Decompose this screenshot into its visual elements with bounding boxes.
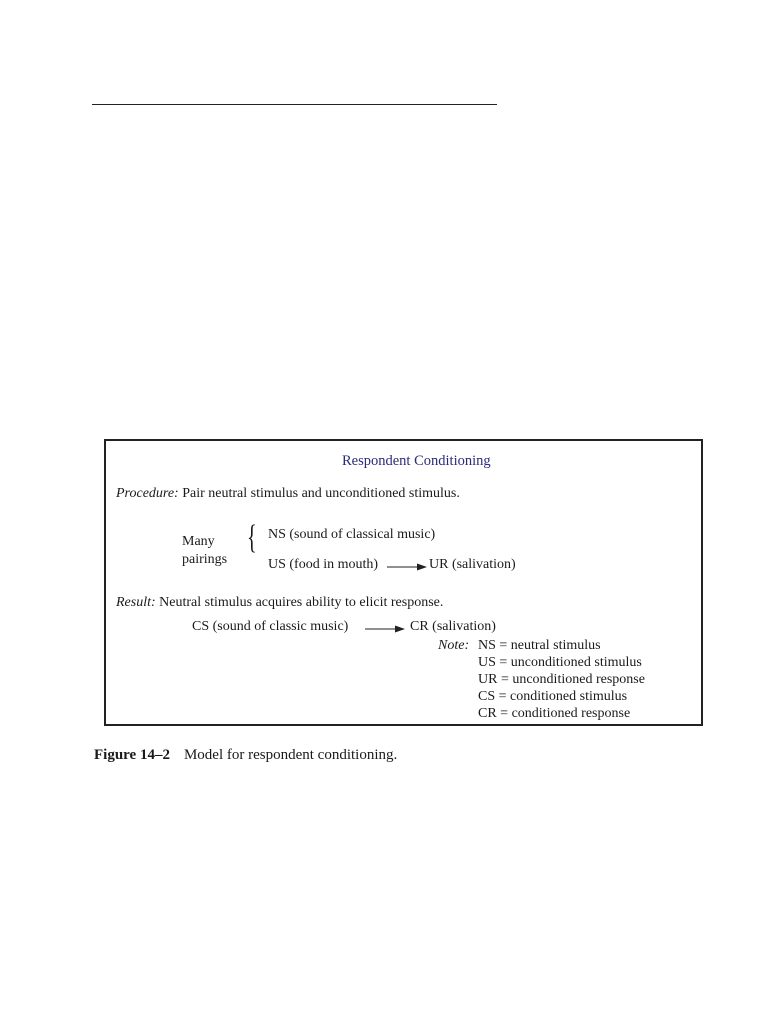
pairing-label-line1: Many xyxy=(182,534,215,549)
figure-box xyxy=(104,439,703,726)
note-item: NS = neutral stimulus xyxy=(478,638,601,653)
figure-caption xyxy=(94,747,397,764)
us-to-ur-arrow xyxy=(387,562,427,572)
note-item: US = unconditioned stimulus xyxy=(478,655,642,670)
top-rule xyxy=(92,104,497,105)
figure-title: Respondent Conditioning xyxy=(342,453,491,469)
note-item: CS = conditioned stimulus xyxy=(478,689,628,704)
us-text: US (food in mouth) xyxy=(268,557,379,572)
caption-text: Model for respondent conditioning. xyxy=(183,747,398,763)
ns-text: NS (sound of classical music) xyxy=(268,527,436,542)
cs-to-cr-arrow xyxy=(365,624,405,634)
pairing-brace: { xyxy=(247,519,257,556)
procedure-label: Procedure: xyxy=(116,486,179,501)
result-text: Neutral stimulus acquires ability to elicit response. xyxy=(155,595,444,610)
ur-text: UR (salivation) xyxy=(429,557,516,572)
note-item: CR = conditioned response xyxy=(478,706,631,721)
result-line xyxy=(116,595,443,611)
cs-text: CS (sound of classic music) xyxy=(192,619,349,634)
cr-text: CR (salivation) xyxy=(410,619,496,634)
procedure-line xyxy=(116,486,460,502)
result-label: Result: xyxy=(116,595,156,610)
pairing-label-line2: pairings xyxy=(182,552,228,567)
note-label: Note: xyxy=(438,638,470,653)
procedure-text: Pair neutral stimulus and unconditioned stimulus. xyxy=(178,486,460,501)
note-item: UR = unconditioned response xyxy=(478,672,645,687)
caption-label: Figure 14–2 xyxy=(94,747,170,763)
